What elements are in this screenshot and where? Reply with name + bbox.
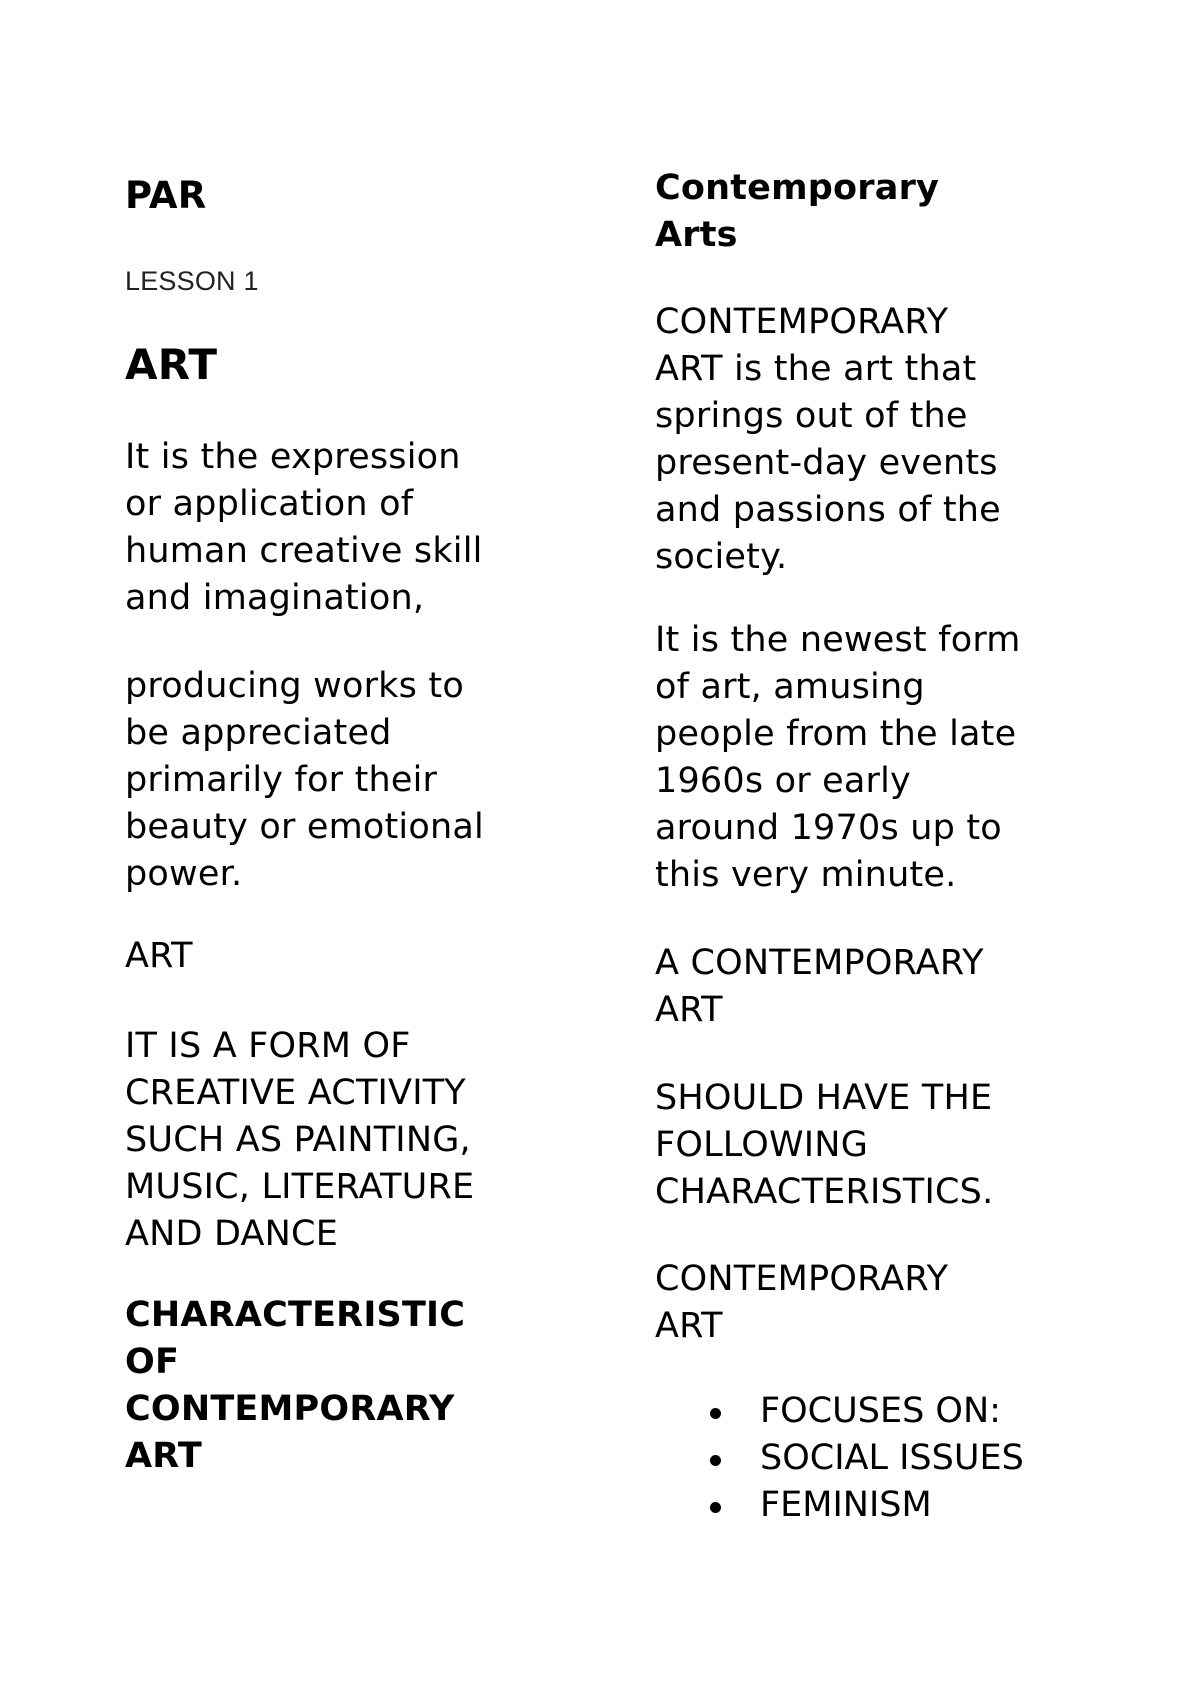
document-title: PAR [125,174,207,217]
list-item-label: SOCIAL ISSUES [760,1438,1024,1478]
art-heading: ART [125,340,218,389]
lesson-label: LESSON 1 [125,266,259,296]
art-form-paragraph: IT IS A FORM OF CREATIVE ACTIVITY SUCH AS PAINTING, MUSIC, LITERATURE AND DANCE [125,1026,475,1254]
list-item-label: FEMINISM [760,1485,932,1525]
characteristics-intro-paragraph: SHOULD HAVE THE FOLLOWING CHARACTERISTICS. [655,1078,994,1212]
newest-form-paragraph: It is the newest form of art, amusing people from the late 1960s or early around 1970s up to this very minute. [655,620,1021,895]
bullet-icon [710,1502,721,1513]
list-item [655,1482,1024,1529]
contemporary-art-label-2: CONTEMPORARY ART [655,1259,949,1346]
list-item-label: FOCUSES ON: [760,1391,1001,1431]
characteristics-heading: CHARACTERISTIC OF CONTEMPORARY ART [125,1295,466,1476]
list-item [655,1435,1024,1482]
focus-bullet-list [655,1388,1024,1529]
contemporary-definition-paragraph: CONTEMPORARY ART is the art that springs out of the present-day events and passions of the society. [655,302,1001,577]
list-item [655,1388,1024,1435]
contemporary-arts-title: Contemporary Arts [655,168,940,255]
bullet-icon [710,1455,721,1466]
bullet-icon [710,1408,721,1419]
contemporary-art-label: A CONTEMPORARY ART [655,943,984,1030]
art-purpose-paragraph: producing works to be appreciated primarily for their beauty or emotional power. [125,666,484,894]
art-definition-paragraph: It is the expression or application of human creative skill and imagination, [125,437,483,618]
art-label: ART [125,936,193,976]
